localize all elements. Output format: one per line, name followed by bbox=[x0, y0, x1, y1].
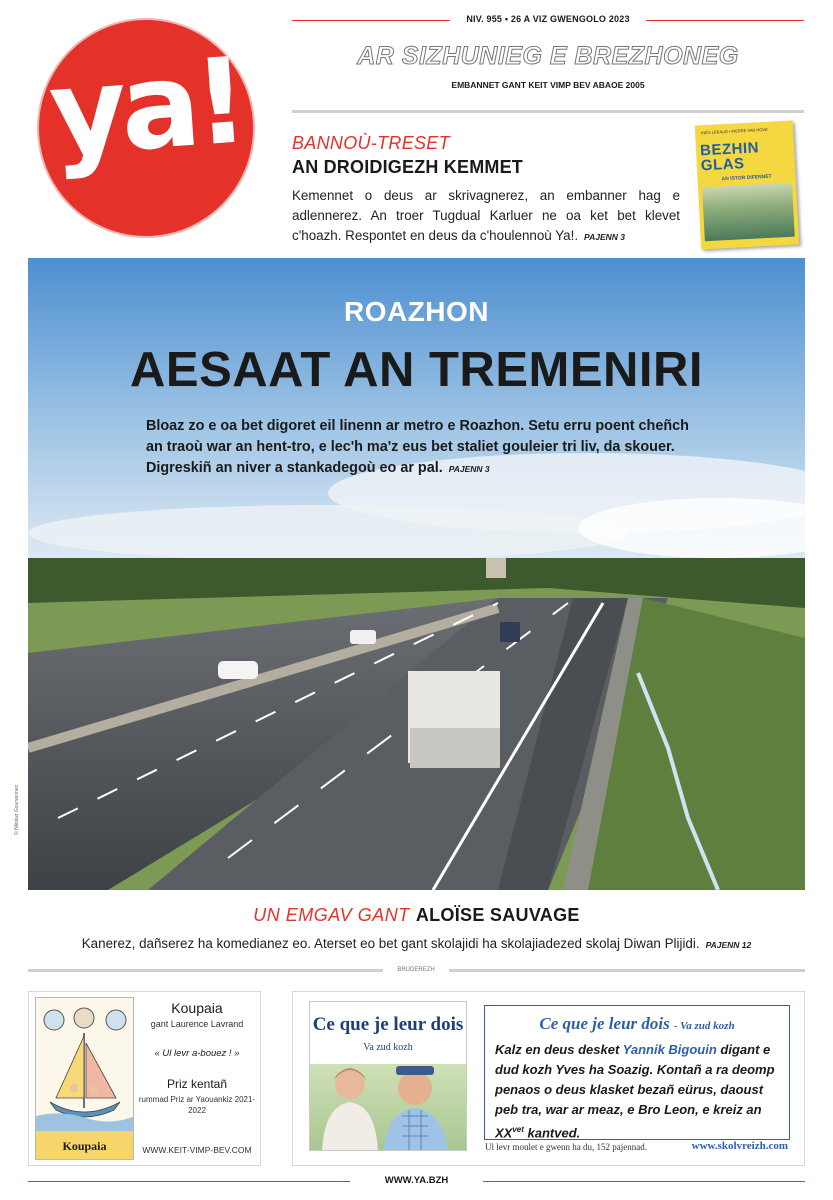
ad-skolvreizh[interactable] bbox=[292, 991, 805, 1166]
hero-photo[interactable] bbox=[28, 258, 805, 890]
interview-body-text: Kanerez, dañserez ha komedianez eo. Aterset eo bet gant skolajidi ha skolajiadezed skolaj Diwan Plijidi. bbox=[81, 936, 700, 951]
skolvreizh-cover-subtitle: Va zud kozh bbox=[363, 1042, 413, 1053]
koupaia-quote: « Ul levr a-bouez ! » bbox=[154, 1048, 240, 1059]
skolvreizh-author-name: Yannik Bigouin bbox=[622, 1042, 717, 1057]
teaser-page-ref[interactable]: PAJENN 3 bbox=[584, 232, 625, 242]
skolvreizh-cover bbox=[309, 1001, 467, 1151]
koupaia-text bbox=[137, 1000, 257, 1116]
book-subtitle: AN ISTOR DIFENNET bbox=[721, 173, 772, 183]
tagline: AR SIZHUNIEG E BREZHONEG bbox=[357, 42, 739, 70]
hero-page-ref[interactable]: PAJENN 3 bbox=[448, 464, 490, 474]
interview-body bbox=[28, 936, 805, 951]
skolvreizh-title: Ce que je leur dois bbox=[539, 1014, 670, 1033]
ad-koupaia[interactable] bbox=[28, 991, 261, 1166]
koupaia-author: gant Laurence Lavrand bbox=[150, 1019, 244, 1029]
masthead-divider bbox=[292, 110, 804, 113]
publisher-line: EMBANNET GANT KEIT VIMP BEV ABAOE 2005 bbox=[451, 80, 645, 90]
skolvreizh-text-box bbox=[484, 1005, 790, 1140]
teaser-body-text: Kemennet o deus ar skrivagnerez, an embanner hag e adlennerez. An troer Tugdual Karluer ne oa ket bet klevet c'hoazh. Respontet en deus da c'houlennoù Ya!. bbox=[292, 188, 680, 243]
ads-section-label: BRUDEREZH bbox=[383, 967, 449, 973]
skolvreizh-box-title bbox=[495, 1014, 779, 1034]
hero-body-text: Bloaz zo e oa bet digoret eil linenn ar metro e Roazhon. Setu erru poent cheñch an traoù war an hent-tro, e lec'h ma'z eus bet staliet gouleier tri liv, da skouer. Digreskiñ an niver a stankadegoù eo ar pal. bbox=[146, 418, 689, 476]
koupaia-prize: Priz kentañ bbox=[166, 1077, 228, 1091]
masthead-rule-left bbox=[292, 20, 450, 21]
skolvreizh-body-sup: vet bbox=[512, 1125, 524, 1134]
photo-credit: © Nikolaz Gourvennec bbox=[14, 784, 20, 835]
koupaia-url-link[interactable]: WWW.KEIT-VIMP-BEV.COM bbox=[142, 1145, 252, 1155]
footer-url-link[interactable]: WWW.YA.BZH bbox=[350, 1175, 483, 1186]
skolvreizh-body bbox=[495, 1040, 779, 1143]
book-authors: INÈS LÉRAUD • PIERRE VAN HOVE bbox=[701, 126, 768, 136]
hero-title[interactable]: AESAAT AN TREMENIRI bbox=[130, 343, 703, 397]
koupaia-cover-illustration bbox=[36, 998, 134, 1133]
book-cover-illustration bbox=[702, 183, 795, 242]
interview-kicker: UN EMGAV GANT bbox=[253, 905, 410, 925]
book-title: BEZHIN GLAS bbox=[699, 139, 760, 175]
interview-heading[interactable] bbox=[28, 905, 805, 926]
hero-body bbox=[146, 416, 690, 480]
teaser-body bbox=[292, 186, 680, 247]
skolvreizh-cover-title: Ce que je leur dois bbox=[312, 1014, 464, 1035]
book-cover-bezhin-glas[interactable] bbox=[695, 121, 799, 250]
logo-text: ya! bbox=[45, 31, 247, 183]
teaser-title[interactable]: AN DROIDIGEZH KEMMET bbox=[292, 157, 523, 177]
interview-name: ALOÏSE SAUVAGE bbox=[415, 905, 580, 925]
teaser-kicker: BANNOÙ-TRESET bbox=[292, 133, 450, 153]
ya-logo[interactable] bbox=[37, 18, 255, 238]
koupaia-title: Koupaia bbox=[171, 1000, 223, 1016]
skolvreizh-body-end: kantved. bbox=[523, 1125, 581, 1141]
masthead-rule-right bbox=[646, 20, 804, 21]
grandparents-photo bbox=[310, 1002, 467, 1151]
koupaia-cover-title: Koupaia bbox=[36, 1131, 133, 1159]
skolvreizh-url-link[interactable]: www.skolvreizh.com bbox=[691, 1140, 788, 1152]
koupaia-prize-detail: rummad Priz ar Yaouankiz 2021-2022 bbox=[138, 1095, 256, 1115]
skolvreizh-footnote: Ul levr moulet e gwenn ha du, 152 pajennad. bbox=[485, 1142, 647, 1152]
interview-page-ref[interactable]: PAJENN 12 bbox=[705, 940, 752, 950]
skolvreizh-body-pre: Kalz en deus desket bbox=[495, 1042, 623, 1057]
skolvreizh-body-post: digant e dud kozh Yves ha Soazig. Kontañ a ra deomp penaos o deus klasket bezañ eürus, daoust peb tra, war ar meaz, e Bro Leon, e kreiz an XX bbox=[495, 1042, 775, 1141]
hero-kicker: ROAZHON bbox=[343, 296, 490, 327]
skolvreizh-subtitle: - Va zud kozh bbox=[673, 1020, 735, 1032]
issue-line: NIV. 955 • 26 A VIZ GWENGOLO 2023 bbox=[466, 14, 630, 24]
koupaia-cover bbox=[35, 997, 134, 1160]
